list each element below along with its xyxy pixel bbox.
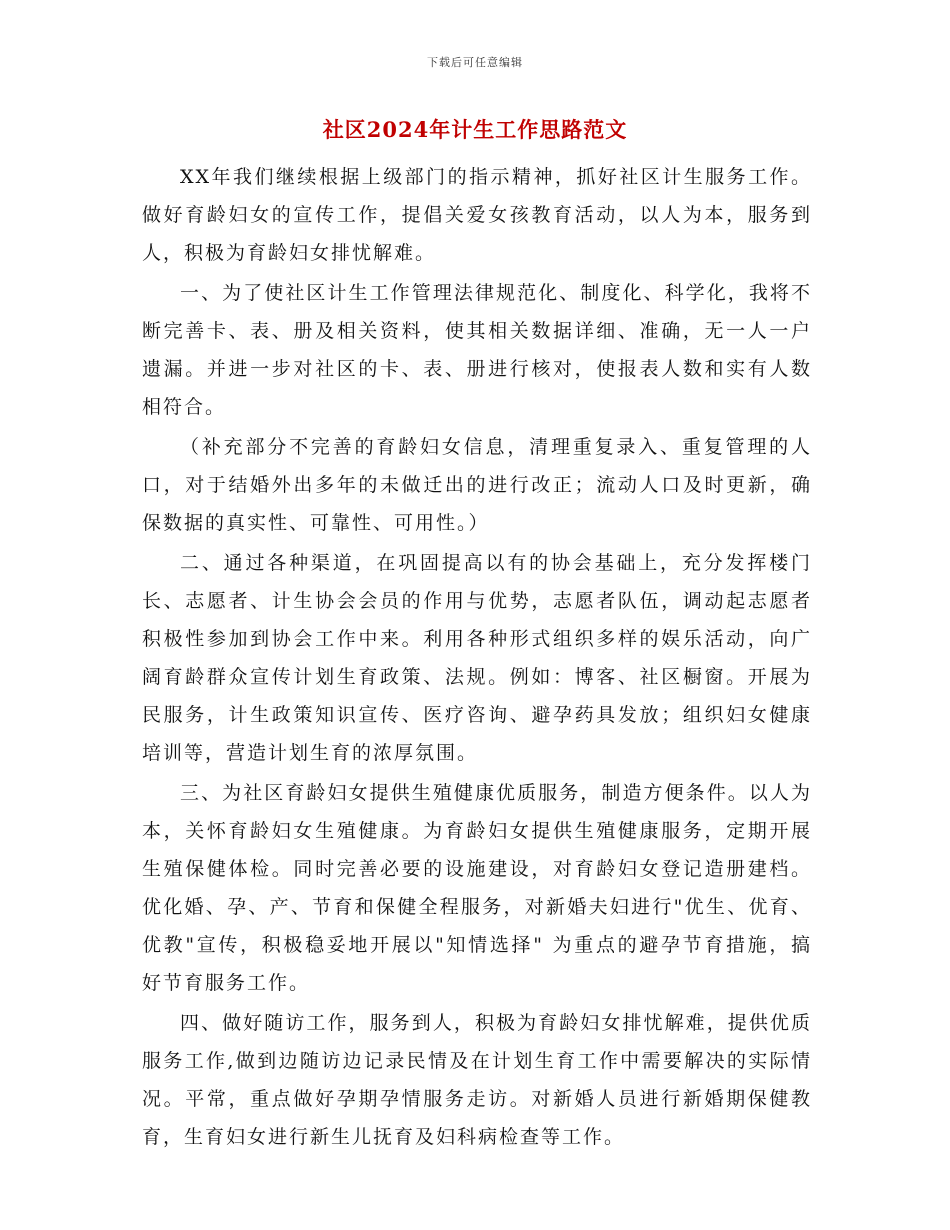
header-note: 下载后可任意编辑 (427, 56, 523, 69)
paragraph-section-2: 二、通过各种渠道，在巩固提高以有的协会基础上，充分发挥楼门长、志愿者、计生协会会员的作用与优势，志愿者队伍，调动起志愿者积极性参加到协会工作中来。利用各种形式组织多样的娱乐活动，向广阔育龄群众宣传计划生育政策、法规。例如：博客、社区橱窗。开展为民服务，计生政策知识宣传、医疗咨询、避孕药具发放；组织妇女健康培训等，营造计划生育的浓厚氛围。 (142, 552, 812, 764)
document-title: 社区2024年计生工作思路范文 (322, 117, 628, 142)
paragraph-section-4: 四、做好随访工作，服务到人，积极为育龄妇女排忧解难，提供优质服务工作,做到边随访边记录民情及在计划生育工作中需要解决的实际情况。平常，重点做好孕期孕情服务走访。对新婚人员进行新婚期保健教育，生育妇女进行新生儿抚育及妇科病检查等工作。 (142, 1012, 812, 1148)
paragraph-intro: XX年我们继续根据上级部门的指示精神，抓好社区计生服务工作。做好育龄妇女的宣传工作，提倡关爱女孩教育活动，以人为本，服务到人，积极为育龄妇女排忧解难。 (142, 166, 812, 264)
document-body (142, 158, 812, 1156)
paragraph-section-1: 一、为了使社区计生工作管理法律规范化、制度化、科学化，我将不断完善卡、表、册及相关资料，使其相关数据详细、准确，无一人一户遗漏。并进一步对社区的卡、表、册进行核对，使报表人数和实有人数相符合。 (142, 282, 812, 418)
paragraph-supplement: （补充部分不完善的育龄妇女信息，清理重复录入、重复管理的人口，对于结婚外出多年的未做迁出的进行改正；流动人口及时更新，确保数据的真实性、可靠性、可用性。） (142, 436, 812, 534)
paragraph-section-3: 三、为社区育龄妇女提供生殖健康优质服务，制造方便条件。以人为本，关怀育龄妇女生殖健康。为育龄妇女提供生殖健康服务，定期开展生殖保健体检。同时完善必要的设施建设，对育龄妇女登记造册建档。优化婚、孕、产、节育和保健全程服务，对新婚夫妇进行"优生、优育、优教"宣传，积极稳妥地开展以"知情选择" 为重点的避孕节育措施，搞好节育服务工作。 (142, 782, 812, 994)
